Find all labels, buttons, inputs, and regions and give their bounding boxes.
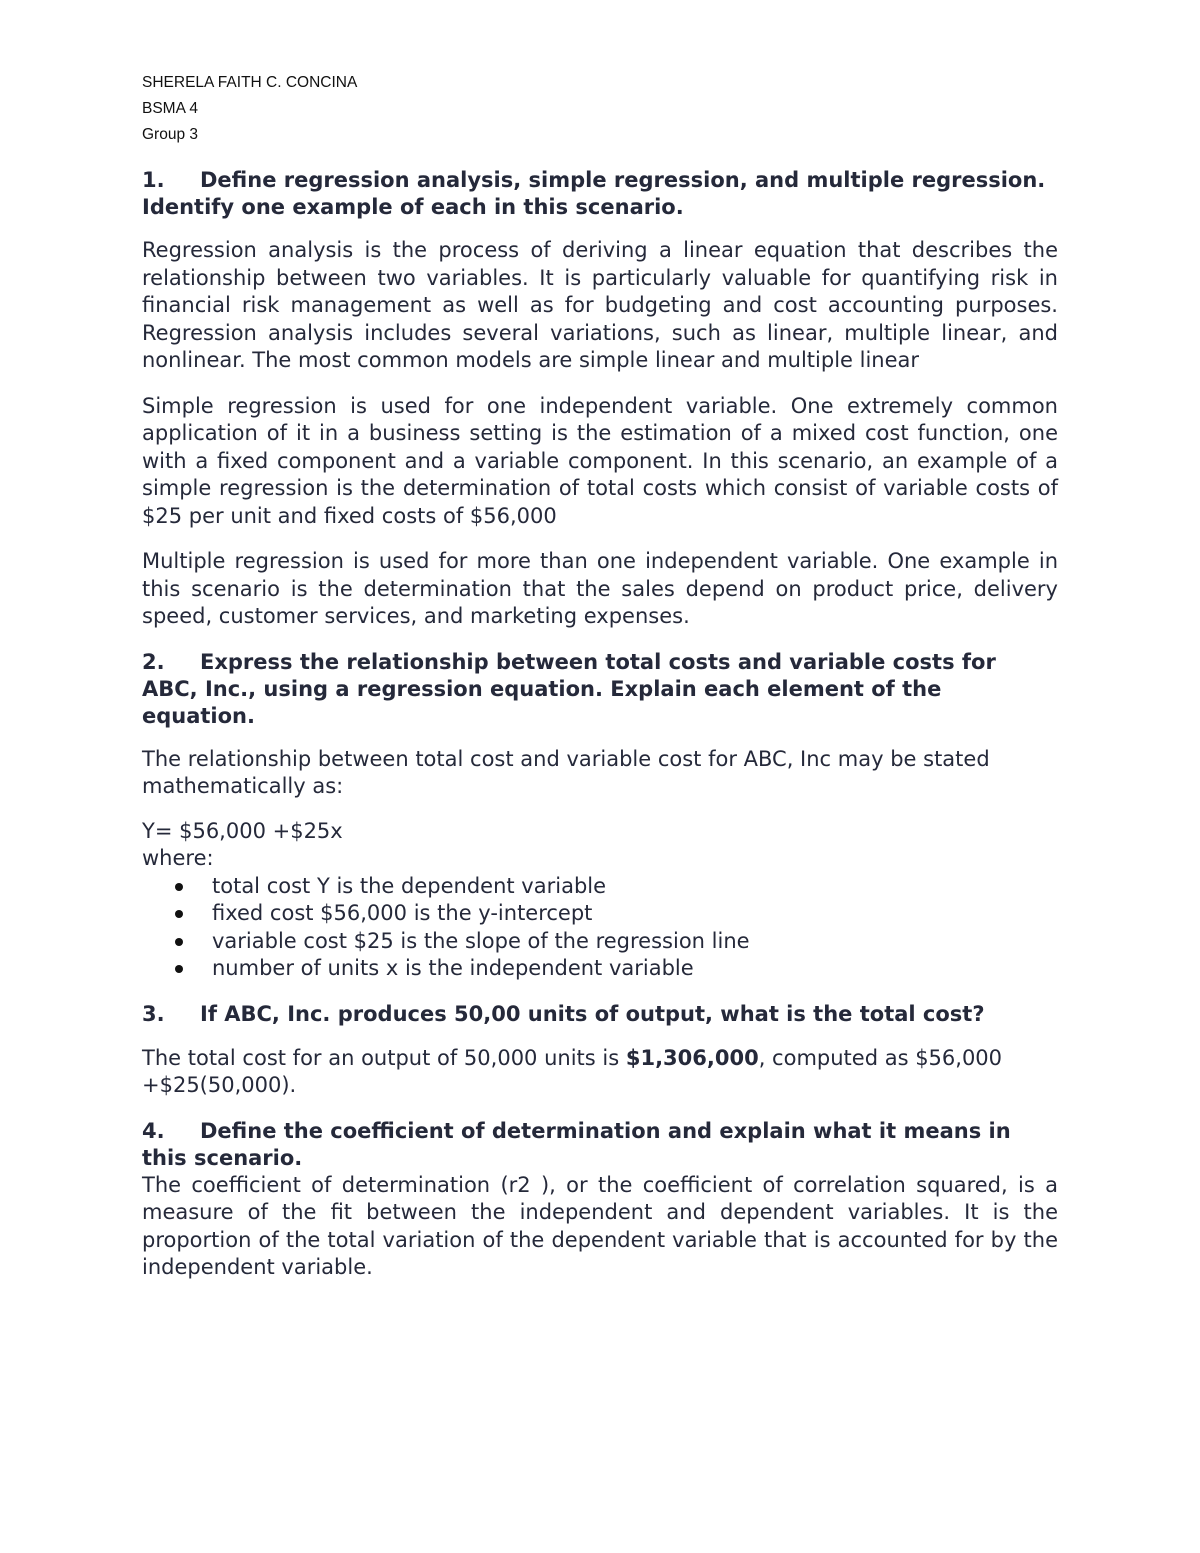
where-label: where: bbox=[142, 846, 214, 870]
q1-paragraph-simple-regression: Simple regression is used for one independent variable. One extremely common application of it in a business setting is the estimation of a mixed cost function, one with a fixed component and a variable component. In this scenario, an example of a simple regression is the determination of total costs which consist of variable costs of $25 per unit and fixed costs of $56,000 bbox=[142, 393, 1058, 528]
bullet-icon bbox=[175, 883, 183, 891]
q1-paragraph-multiple-regression: Multiple regression is used for more than one independent variable. One example in this scenario is the determination that the sales depend on product price, delivery speed, customer services, and marketing expenses. bbox=[142, 549, 1058, 628]
bullet-icon bbox=[175, 965, 183, 973]
question-4 bbox=[142, 1118, 1058, 1282]
question-4-heading bbox=[142, 1118, 1058, 1172]
question-2 bbox=[142, 649, 1058, 983]
question-4-text: Define the coefficient of determination and explain what it means in this scenario. bbox=[142, 1118, 1011, 1170]
question-3-text: If ABC, Inc. produces 50,00 units of output, what is the total cost? bbox=[200, 1001, 985, 1026]
list-item: variable cost $25 is the slope of the regression line bbox=[172, 928, 1058, 956]
course: BSMA 4 bbox=[142, 100, 198, 117]
group: Group 3 bbox=[142, 126, 199, 143]
question-3-number: 3. bbox=[142, 1001, 165, 1026]
question-3-heading bbox=[142, 1001, 1058, 1028]
bullet-icon bbox=[175, 910, 183, 918]
question-1-text: Define regression analysis, simple regression, and multiple regression. Identify one example of each in this scenario. bbox=[142, 168, 1046, 219]
question-4-number: 4. bbox=[142, 1118, 165, 1143]
regression-equation: Y= $56,000 +$25x bbox=[142, 818, 343, 843]
question-2-heading bbox=[142, 649, 1058, 730]
equation-elements-list bbox=[142, 873, 1058, 983]
q4-answer: The coefficient of determination (r2 ), or the coefficient of correlation squared, is a measure of the fit between the independent and dependent variables. It is the proportion of the total variation of the dependent variable that is accounted for by the independent variable. bbox=[142, 1172, 1058, 1279]
document-page bbox=[142, 70, 1058, 1282]
q1-paragraph-regression-analysis: Regression analysis is the process of deriving a linear equation that describes the relationship between two variables. It is particularly valuable for quantifying risk in financial risk management as well as for budgeting and cost accounting purposes. Regression analysis includes several variations, such as linear, multiple linear, and nonlinear. The most common models are simple linear and multiple linear bbox=[142, 238, 1058, 372]
author-name: SHERELA FAITH C. CONCINA bbox=[142, 74, 358, 91]
question-2-number: 2. bbox=[142, 649, 165, 674]
question-3 bbox=[142, 1001, 1058, 1100]
question-1-number: 1. bbox=[142, 168, 165, 192]
bullet-icon bbox=[175, 938, 183, 946]
question-2-text: Express the relationship between total costs and variable costs for ABC, Inc., using a regression equation. Explain each element of the equation. bbox=[142, 649, 996, 728]
total-cost-value: $1,306,000 bbox=[625, 1045, 759, 1070]
question-1-heading bbox=[142, 167, 1058, 221]
list-item: total cost Y is the dependent variable bbox=[172, 873, 1058, 901]
q2-intro: The relationship between total cost and variable cost for ABC, Inc may be stated mathematically as: bbox=[142, 746, 990, 798]
list-item: number of units x is the independent variable bbox=[172, 955, 1058, 983]
list-item: fixed cost $56,000 is the y-intercept bbox=[172, 900, 1058, 928]
q3-answer: The total cost for an output of 50,000 units is $1,306,000, computed as $56,000 +$25(50,000). bbox=[142, 1045, 1003, 1097]
question-1 bbox=[142, 167, 1058, 631]
